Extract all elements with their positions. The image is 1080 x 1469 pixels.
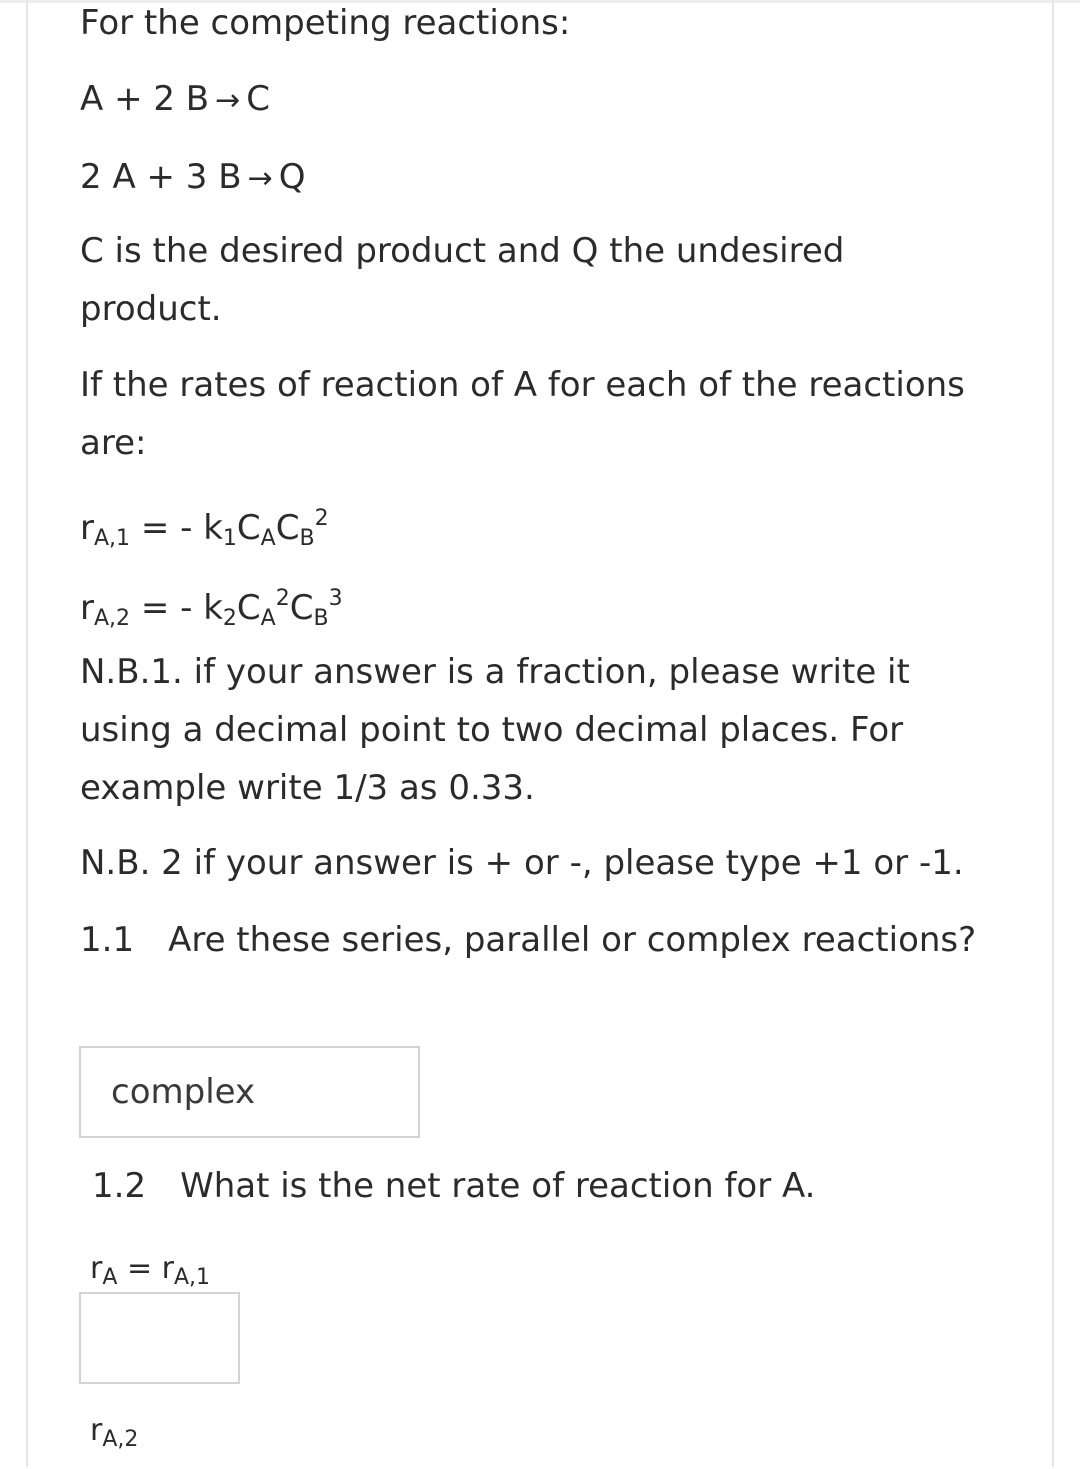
answer-2-input[interactable] — [81, 1294, 238, 1382]
rate-symbol: r — [80, 588, 94, 628]
arrow-icon: → — [247, 161, 273, 196]
question-number: 1.2 — [92, 1166, 147, 1206]
rate-subscript: A — [102, 1265, 118, 1290]
note-2: N.B. 2 if your answer is + or -, please type +1 or -1. — [80, 843, 964, 883]
rate-subscript: A,2 — [93, 606, 131, 631]
reaction-1-rhs: C — [246, 79, 271, 119]
k-subscript: 1 — [222, 526, 237, 551]
note-1-line-1: N.B.1. if your answer is a fraction, please write it — [80, 652, 910, 692]
rate-equals: = - k — [130, 508, 223, 548]
conc-b-subscript: B — [313, 606, 329, 631]
note-1-line-3: example write 1/3 as 0.33. — [80, 768, 535, 808]
reaction-1 — [80, 70, 270, 130]
arrow-icon: → — [215, 83, 241, 118]
rate-equals: = r — [117, 1251, 174, 1286]
reaction-1-lhs: A + 2 B — [80, 79, 210, 119]
reaction-2-lhs: 2 A + 3 B — [80, 157, 242, 197]
conc-a: C — [236, 508, 261, 548]
reaction-2-rhs: Q — [278, 157, 306, 197]
rate-a2-label — [90, 1402, 138, 1469]
note-1-line-2: using a decimal point to two decimal places. For — [80, 710, 904, 750]
intro-text: For the competing reactions: — [80, 3, 571, 43]
reaction-2 — [80, 148, 305, 208]
question-text: Are these series, parallel or complex reactions? — [168, 920, 977, 960]
conc-b: C — [289, 588, 314, 628]
rate-equals: = - k — [130, 588, 223, 628]
rate-equation-1 — [80, 490, 329, 568]
conc-b-exponent: 3 — [328, 586, 343, 611]
answer-1-box[interactable] — [79, 1046, 420, 1138]
answer-2-box[interactable] — [79, 1292, 240, 1384]
question-1-2 — [92, 1157, 816, 1215]
question-number: 1.1 — [80, 920, 135, 960]
rate-subscript: A,1 — [93, 526, 131, 551]
conc-a-exponent: 2 — [275, 586, 290, 611]
conc-a-subscript: A — [260, 606, 276, 631]
conc-a-subscript: A — [260, 526, 276, 551]
rate-symbol: r — [80, 508, 94, 548]
conc-b: C — [275, 508, 300, 548]
conc-b-exponent: 2 — [314, 506, 329, 531]
rate-subscript: A,1 — [173, 1265, 210, 1290]
rates-intro-line-2: are: — [80, 423, 147, 463]
rate-equation-2 — [80, 570, 343, 648]
k-subscript: 2 — [222, 606, 237, 631]
description-line-2: product. — [80, 289, 222, 329]
rate-subscript: A,2 — [102, 1427, 139, 1452]
question-1-1 — [80, 911, 976, 969]
rate-symbol: r — [90, 1251, 103, 1286]
rate-symbol: r — [90, 1413, 103, 1448]
rates-intro-line-1: If the rates of reaction of A for each of the reactions — [80, 365, 965, 405]
answer-1-input[interactable] — [81, 1048, 418, 1136]
conc-a: C — [236, 588, 261, 628]
question-text: What is the net rate of reaction for A. — [180, 1166, 816, 1206]
description-line-1: C is the desired product and Q the undesired — [80, 231, 845, 271]
conc-b-subscript: B — [299, 526, 315, 551]
